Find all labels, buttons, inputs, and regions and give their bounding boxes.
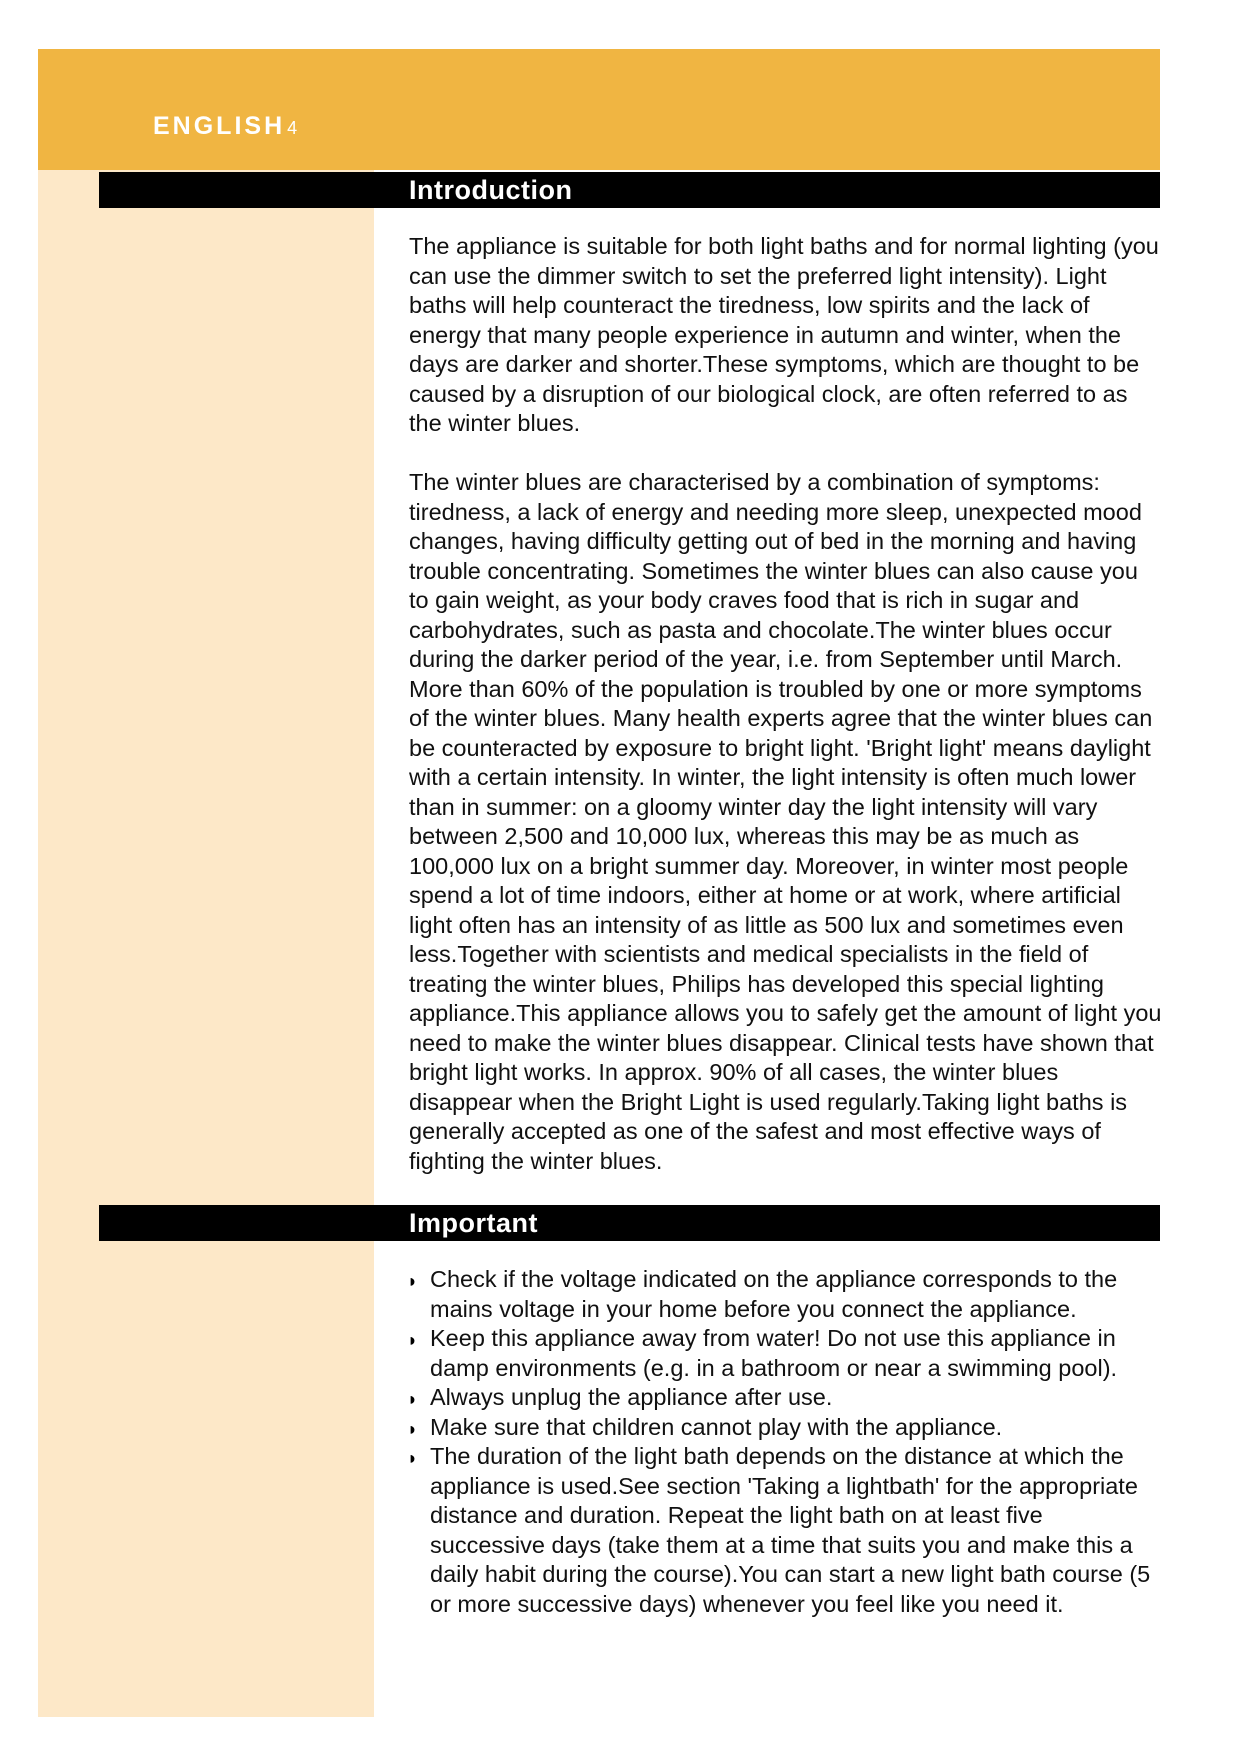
list-item-text: The duration of the light bath depends on the distance at which the appliance is used.See section 'Taking a lightbath' for the appropriate distance and duration. Repeat the light bath on at least five successive days (take them at a time that suits you and make this a daily habit during the course).You can start a new light bath course (5 or more successive days) whenever you feel like you need it.	[430, 1443, 1151, 1617]
introduction-paragraph: The appliance is suitable for both light baths and for normal lighting (you can use the dimmer switch to set the preferred light intensity). Light baths will help counteract the tiredness, low spirits and the lack of energy that many people experience in autumn and winter, when the days are darker and shorter.These symptoms, which are thought to be caused by a disruption of our biological clock, are often referred to as the winter blues.	[409, 233, 1159, 436]
header-band	[38, 49, 1160, 170]
list-item-text: Make sure that children cannot play with the appliance.	[430, 1413, 1003, 1440]
side-margin-band	[38, 170, 374, 1717]
list-item-text: Keep this appliance away from water! Do not use this appliance in damp environments (e.g. in a bathroom or near a swimming pool).	[430, 1325, 1118, 1381]
introduction-paragraph: The winter blues are characterised by a combination of symptoms: tiredness, a lack of energy and needing more sleep, unexpected mood changes, having difficulty getting out of bed in the morning and having trouble concentrating. Sometimes the winter blues can also cause you to gain weight, as your body craves food that is rich in sugar and carbohydrates, such as pasta and chocolate.The winter blues occur during the darker period of the year, i.e. from September until March. More than 60% of the population is troubled by one or more symptoms of the winter blues. Many health experts agree that the winter blues can be counteracted by exposure to bright light. 'Bright light' means daylight with a certain intensity. In winter, the light intensity is often much lower than in summer: on a gloomy winter day the light intensity will vary between 2,500 and 10,000 lux, whereas this may be as much as 100,000 lux on a bright summer day. Moreover, in winter most people spend a lot of time indoors, either at home or at work, where artificial light often has an intensity of as little as 500 lux and sometimes even less.Together with scientists and medical specialists in the field of treating the winter blues, Philips has developed this special lighting appliance.This appliance allows you to safely get the amount of light you need to make the winter blues disappear. Clinical tests have shown that bright light works. In approx. 90% of all cases, the winter blues disappear when the Bright Light is used regularly.Taking light baths is generally accepted as one of the safest and most effective ways of fighting the winter blues.	[409, 469, 1162, 1174]
list-item-text: Always unplug the appliance after use.	[430, 1384, 833, 1410]
page-number: 4	[287, 118, 299, 138]
list-item	[407, 1324, 1162, 1383]
language-text: ENGLISH	[153, 112, 286, 140]
list-item	[407, 1442, 1162, 1619]
introduction-body	[409, 232, 1164, 1176]
important-heading: Important	[409, 1208, 538, 1238]
introduction-section-bar	[99, 172, 1160, 208]
important-section-bar	[99, 1205, 1160, 1241]
bullet-icon: ◗	[407, 1389, 418, 1409]
list-item	[407, 1265, 1162, 1324]
bullet-icon: ◗	[407, 1330, 418, 1350]
introduction-heading: Introduction	[409, 175, 573, 205]
important-list	[407, 1265, 1162, 1619]
bullet-icon: ◗	[407, 1418, 418, 1439]
list-item	[407, 1413, 1162, 1443]
list-item	[407, 1383, 1162, 1413]
language-label	[153, 112, 298, 141]
bullet-icon: ◗	[407, 1448, 418, 1468]
list-item-text: Check if the voltage indicated on the appliance corresponds to the mains voltage in your home before you connect the appliance.	[430, 1266, 1118, 1322]
bullet-icon: ◗	[407, 1271, 418, 1291]
